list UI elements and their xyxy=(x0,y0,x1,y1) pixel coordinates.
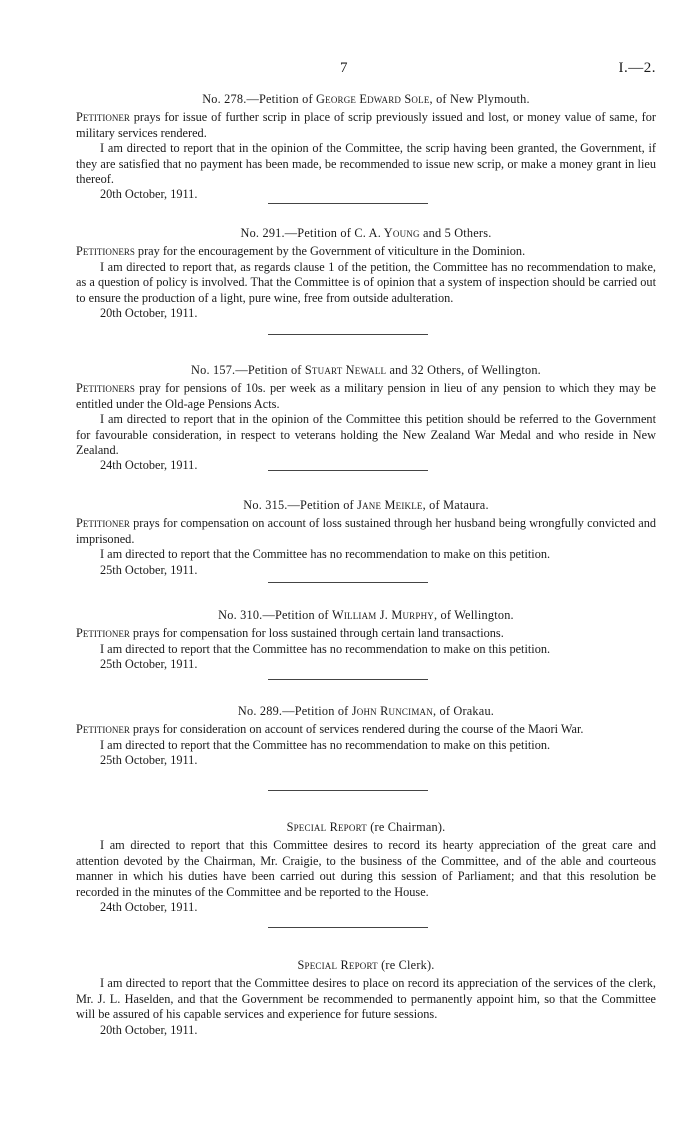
petition-title: No. 291.—Petition of C. A. Young and 5 Others. xyxy=(240,226,492,240)
report-title: Special Report (re Clerk). xyxy=(297,958,435,972)
section-divider xyxy=(268,470,428,471)
petition-289 xyxy=(76,704,656,769)
section-divider xyxy=(268,927,428,928)
page-number: 7 xyxy=(340,60,348,76)
petition-title: No. 315.—Petition of Jane Meikle, of Mataura. xyxy=(243,498,489,512)
committee-report: I am directed to report that the Committee desires to place on record its appreciation of the services of the clerk, Mr. J. L. Haselden, and that the Government be recommended to permanently appoint him, so that the Committee will be assured of his capable services and experience for future sessions. xyxy=(76,976,656,1022)
report-date: 20th October, 1911. xyxy=(100,187,198,202)
committee-report: I am directed to report that in the opinion of the Committee, the scrip having been granted, the Government, if they are satisfied that no payment has been made, be recommended to issue new scrip, or make a money grant in lieu thereof. xyxy=(76,141,656,187)
report-date: 24th October, 1911. xyxy=(100,900,198,915)
committee-report: I am directed to report that in the opinion of the Committee this petition should be referred to the Government for favourable consideration, in respect to veterans holding the New Zealand War Medal and who reside in New Zealand. xyxy=(76,412,656,458)
section-divider xyxy=(268,203,428,204)
petition-278 xyxy=(76,92,656,203)
page-header xyxy=(0,60,700,82)
section-divider xyxy=(268,334,428,335)
report-date: 25th October, 1911. xyxy=(100,562,198,577)
committee-report: I am directed to report that, as regards clause 1 of the petition, the Committee has no recommendation to make, as a question of policy is involved. That the Committee is of opinion that a system of inspection should be carried out to ensure the production of a light, pure wine, free from outside adulteration. xyxy=(76,259,656,305)
report-date: 20th October, 1911. xyxy=(100,306,198,321)
section-divider xyxy=(268,679,428,680)
petition-title: No. 157.—Petition of Stuart Newall and 32 Others, of Wellington. xyxy=(191,363,541,377)
petition-prayer: Petitioner prays for compensation for loss sustained through certain land transactions. xyxy=(76,626,504,641)
petition-315 xyxy=(76,498,656,578)
committee-report: I am directed to report that the Committee has no recommendation to make on this petition. xyxy=(100,547,551,562)
petition-title: No. 289.—Petition of John Runciman, of Orakau. xyxy=(237,704,495,718)
petition-prayer: Petitioner prays for compensation on account of loss sustained through her husband being wrongfully convicted and imprisoned. xyxy=(76,516,656,546)
committee-report: I am directed to report that the Committee has no recommendation to make on this petition. xyxy=(100,641,551,656)
report-date: 20th October, 1911. xyxy=(100,1022,198,1037)
petition-prayer: Petitioners pray for pensions of 10s. per week as a military pension in lieu of any pension to which they may be entitled under the Old-age Pensions Acts. xyxy=(76,381,656,411)
petition-title: No. 278.—Petition of George Edward Sole, of New Plymouth. xyxy=(202,92,530,106)
special-report-clerk xyxy=(76,958,656,1038)
petition-prayer: Petitioner prays for consideration on account of services rendered during the course of the Maori War. xyxy=(76,722,584,737)
petition-title: No. 310.—Petition of William J. Murphy, of Wellington. xyxy=(218,608,514,622)
special-report-chairman xyxy=(76,820,656,915)
document-reference: I.—2. xyxy=(618,60,656,76)
petition-157 xyxy=(76,363,656,474)
section-divider xyxy=(268,582,428,583)
committee-report: I am directed to report that this Committee desires to record its hearty appreciation of the great care and attention devoted by the Chairman, Mr. Craigie, to the business of the Committee, and of the able and courteous manner in which his duties have been carried out during this session of Parliament; and that this resolution be recorded in the minutes of the Committee and be reported to the House. xyxy=(76,838,656,899)
petition-310 xyxy=(76,608,656,673)
report-date: 25th October, 1911. xyxy=(100,753,198,768)
petition-291 xyxy=(76,226,656,321)
report-date: 24th October, 1911. xyxy=(100,458,198,473)
petition-prayer: Petitioners pray for the encouragement by the Government of viticulture in the Dominion. xyxy=(76,244,526,259)
report-date: 25th October, 1911. xyxy=(100,657,198,672)
report-title: Special Report (re Chairman). xyxy=(286,820,446,834)
petition-prayer: Petitioner prays for issue of further scrip in place of scrip previously issued and lost, or money value of same, for military services rendered. xyxy=(76,110,656,140)
section-divider xyxy=(268,790,428,791)
committee-report: I am directed to report that the Committee has no recommendation to make on this petition. xyxy=(100,737,551,752)
